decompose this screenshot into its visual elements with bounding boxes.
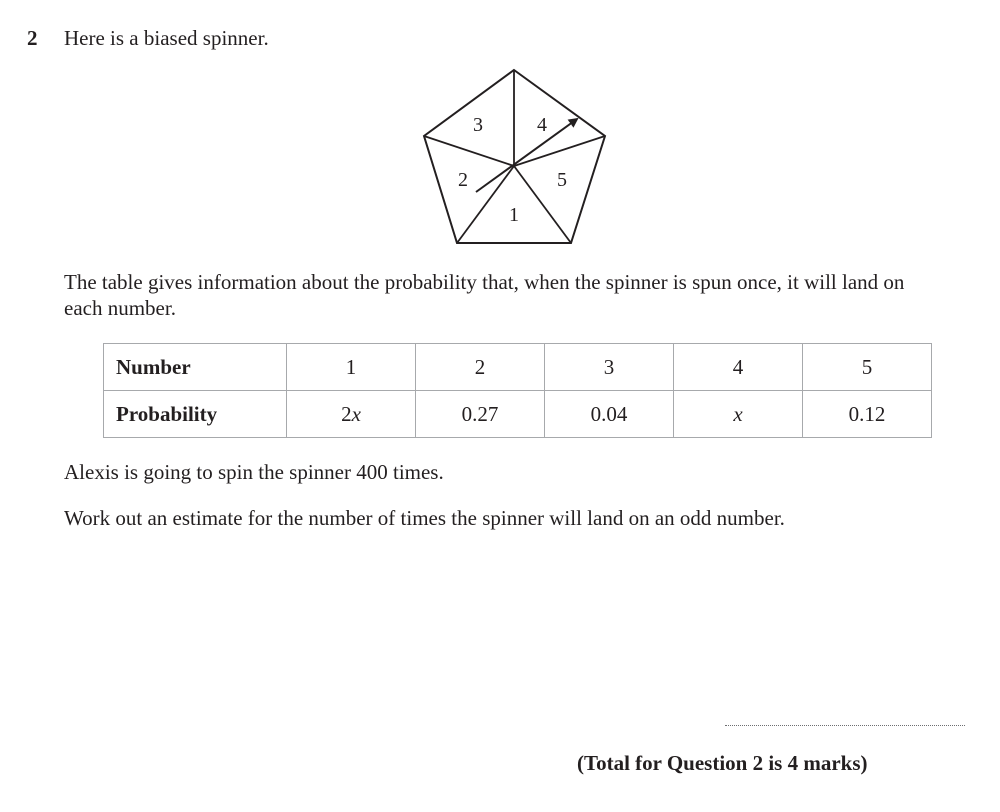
- sector-label-1: 1: [509, 204, 519, 226]
- sector-label-2: 2: [458, 169, 468, 191]
- table-description: The table gives information about the probability that, when the spinner is spun once, it will land on each number.: [64, 270, 905, 320]
- number-cell: 4: [674, 344, 803, 391]
- probability-cell: 0.27: [416, 391, 545, 438]
- total-marks: (Total for Question 2 is 4 marks): [577, 751, 868, 775]
- question-intro: Here is a biased spinner.: [64, 26, 269, 50]
- number-cell: 1: [287, 344, 416, 391]
- sector-label-5: 5: [557, 169, 567, 191]
- sector-label-3: 3: [473, 114, 483, 136]
- question-number: 2: [27, 26, 38, 50]
- task-instruction: Work out an estimate for the number of times the spinner will land on an odd number.: [64, 506, 785, 530]
- spin-count-statement: Alexis is going to spin the spinner 400 times.: [64, 460, 444, 484]
- number-row: [104, 344, 932, 391]
- probability-cell: 2x: [287, 391, 416, 438]
- number-cell: 2: [416, 344, 545, 391]
- number-cell: 5: [803, 344, 932, 391]
- sector-label-4: 4: [537, 114, 547, 136]
- answer-line[interactable]: [725, 725, 965, 726]
- probability-cell: 0.04: [545, 391, 674, 438]
- probability-header: Probability: [104, 391, 287, 438]
- probability-table: [103, 343, 932, 438]
- probability-row: [104, 391, 932, 438]
- number-cell: 3: [545, 344, 674, 391]
- probability-cell: x: [674, 391, 803, 438]
- number-header: Number: [104, 344, 287, 391]
- probability-cell: 0.12: [803, 391, 932, 438]
- spinner-diagram: [415, 62, 615, 252]
